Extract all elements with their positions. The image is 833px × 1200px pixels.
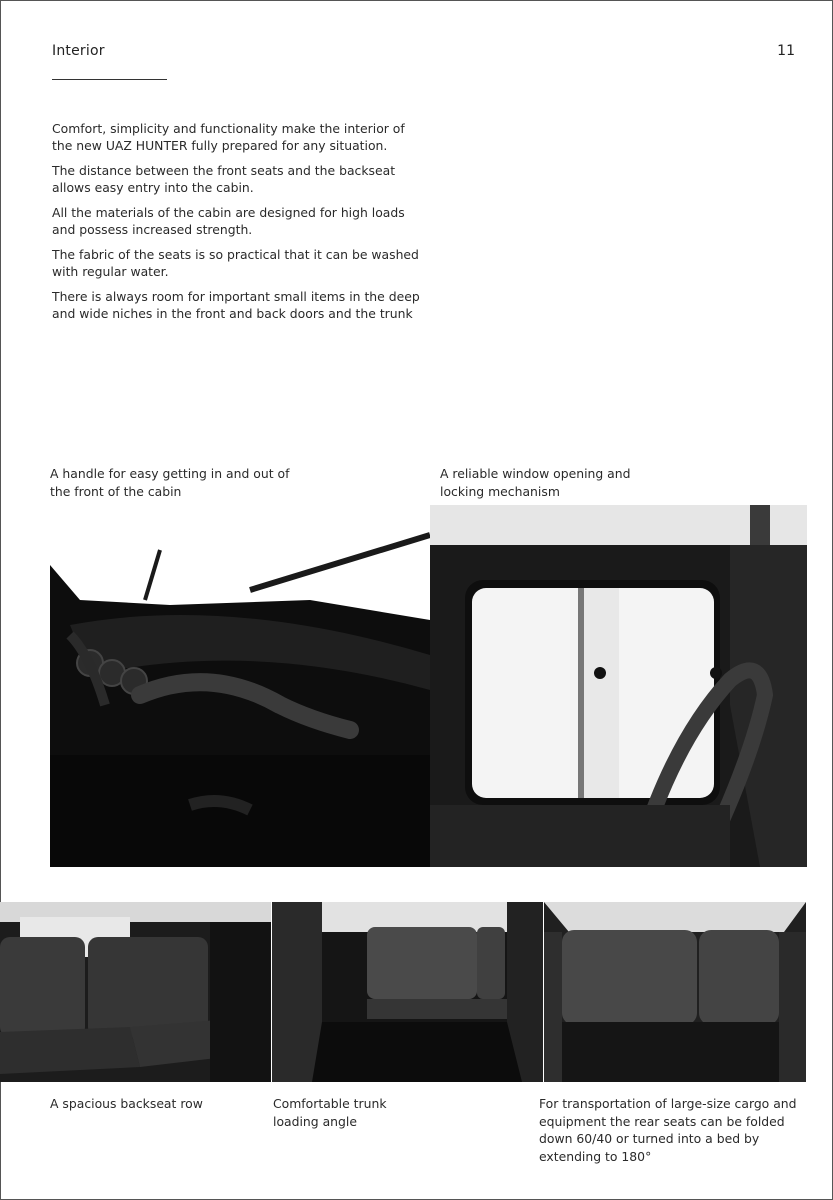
intro-text xyxy=(52,120,422,330)
trunk-photo xyxy=(272,902,543,1082)
window-illustration xyxy=(430,505,807,867)
intro-paragraph: All the materials of the cabin are designed for high loads and possess increased strength. xyxy=(52,205,405,237)
backseat-illustration xyxy=(0,902,271,1082)
cargo-photo xyxy=(544,902,806,1082)
window-photo xyxy=(430,505,807,867)
intro-paragraph: There is always room for important small items in the deep and wide niches in the front and back doors and the trunk xyxy=(52,289,420,321)
backseat-photo xyxy=(0,902,271,1082)
intro-paragraph: The distance between the front seats and the backseat allows easy entry into the cabin. xyxy=(52,163,396,195)
title-underline xyxy=(52,79,167,80)
dashboard-illustration xyxy=(50,505,430,867)
window-caption: A reliable window opening and locking mechanism xyxy=(440,466,631,499)
dashboard-photo xyxy=(50,505,430,867)
intro-paragraph: The fabric of the seats is so practical that it can be washed with regular water. xyxy=(52,247,419,279)
cargo-caption: For transportation of large-size cargo and equipment the rear seats can be folded down 60/40 or turned into a bed by extending to 180° xyxy=(539,1096,797,1164)
intro-paragraph: Comfort, simplicity and functionality make the interior of the new UAZ HUNTER fully prepared for any situation. xyxy=(52,121,405,153)
cargo-illustration xyxy=(544,902,806,1082)
backseat-caption: A spacious backseat row xyxy=(50,1096,203,1111)
page-number: 11 xyxy=(777,43,795,59)
trunk-illustration xyxy=(272,902,543,1082)
trunk-caption: Comfortable trunk loading angle xyxy=(273,1096,387,1129)
handle-caption: A handle for easy getting in and out of the front of the cabin xyxy=(50,466,290,499)
section-title: Interior xyxy=(52,43,105,59)
